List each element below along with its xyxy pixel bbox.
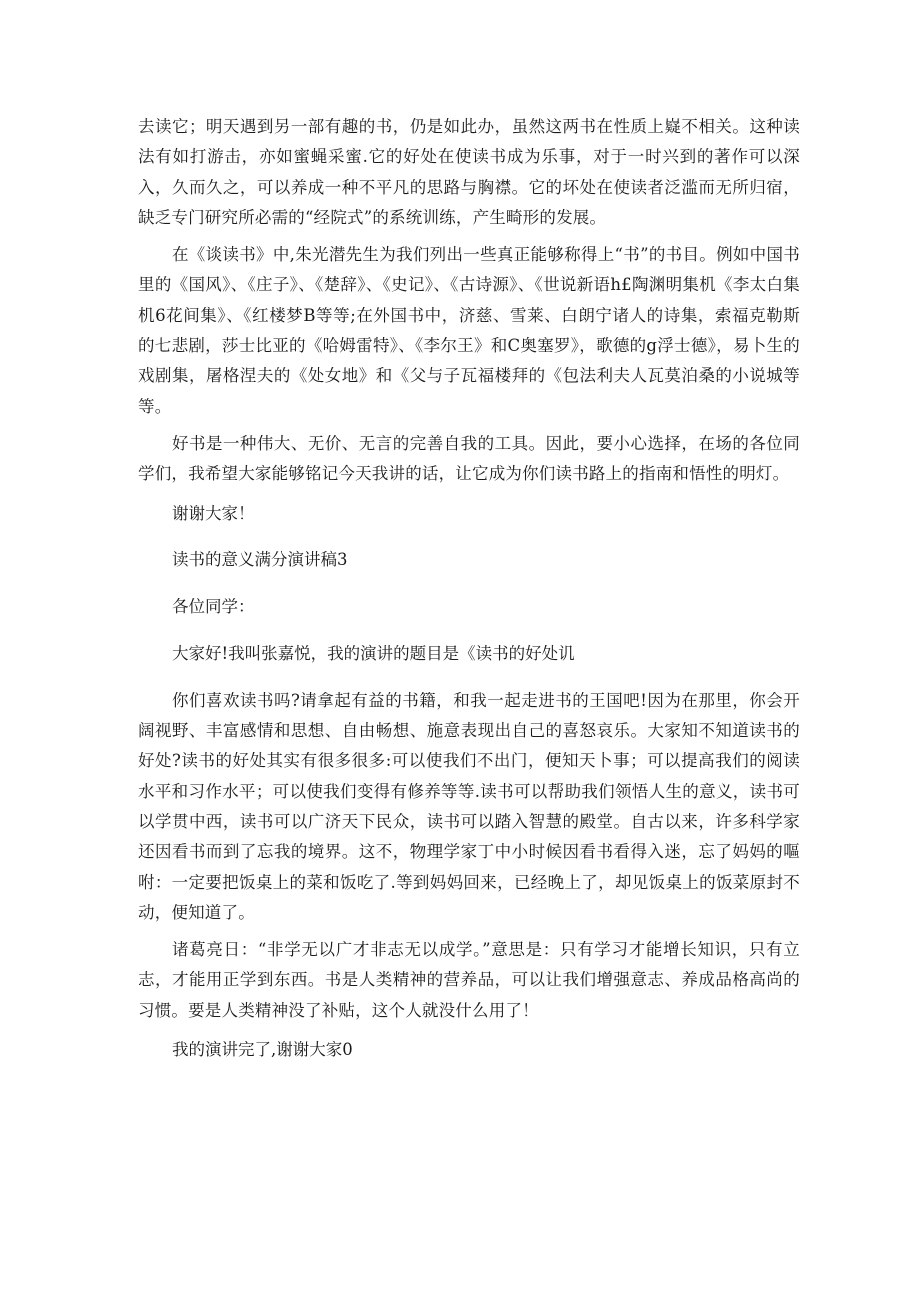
document-page bbox=[138, 112, 800, 1082]
paragraph-zhuge-quote: 诸葛亮日：“非学无以广才非志无以成学。”意思是：只有学习才能增长知识，只有立志，才能用正学到东西。书是人类精神的营养品，可以让我们增强意志、养成品格高尚的习惯。要是人类精神没了补贴，这个人就没什么用了！ bbox=[138, 940, 800, 1020]
introduction: 大家好!我叫张嘉悦，我的演讲的题目是《读书的好处讥 bbox=[172, 643, 575, 663]
paragraph-benefits: 你们喜欢读书吗?请拿起有益的书籍，和我一起走进书的王国吧!因为在那里，你会开阔视野、丰富感情和思想、自由畅想、施意表现出自己的喜怒哀乐。大家知不知道读书的好处?读书的好处其实有很多很多:可以使我们不出门，便知天卜事；可以提高我们的阅读水平和习作水平；可以使我们变得有修养等等.读书可以帮助我们领悟人生的意义，读书可以学贯中西，读书可以广济天下民众，读书可以踏入智慧的殿堂。自古以来，许多科学家还因看书而到了忘我的境界。这不，物理学家丁中小时候因看书看得入迷，忘了妈妈的嘔咐：一定要把饭桌上的菜和饭吃了.等到妈妈回来，已经晚上了，却见饭桌上的饭菜原封不动，便知道了。 bbox=[138, 690, 800, 922]
paragraph-good-books: 好书是一种伟大、无价、无言的完善自我的工具。因此，要小心选择，在场的各位同学们，我希望大家能够铭记今天我讲的话，让它成为你们读书路上的指南和悟性的明灯。 bbox=[138, 433, 800, 484]
paragraph-thanks: 谢谢大家！ bbox=[172, 503, 255, 523]
paragraph-book-list: 在《谈读书》中,朱光潜先生为我们列出一些真正能够称得上“书”的书目。例如中国书里的《国风》、《庄子》、《楚辞》、《史记》、《古诗源》、《世说新语h£陶渊明集机《李太白集机6花间集》、《红楼梦B等等;在外国书中，济慈、雪莱、白朗宁诸人的诗集，索福克勒斯的七悲剧，莎士比亚的《哈姆雷特》、《李尔王》和C奥塞罗》，歌德的g浮士德》，易卜生的戏剧集，屠格涅夫的《处女地》和《父与子瓦福楼拜的《包法利夫人瓦莫泊桑的小说城等等。 bbox=[138, 245, 800, 416]
paragraph-reading-method: 去读它；明天遇到另一部有趣的书，仍是如此办，虽然这两书在性质上嶷不相关。这种读法有如打游击，亦如蜜蝇采蜜.它的好处在使读书成为乐事，对于一时兴到的著作可以深入，久而久之，可以养成一种不平凡的思路与胸襟。它的坏处在使读者泛滥而无所归宿，缺乏专门研究所必需的“经院式”的系统训练，产生畸形的发展。 bbox=[138, 117, 800, 227]
greeting: 各位同学： bbox=[172, 597, 255, 617]
speech-title: 读书的意义满分演讲稿3 bbox=[172, 550, 348, 570]
paragraph-closing: 我的演讲完了,谢谢大家0 bbox=[172, 1040, 353, 1060]
